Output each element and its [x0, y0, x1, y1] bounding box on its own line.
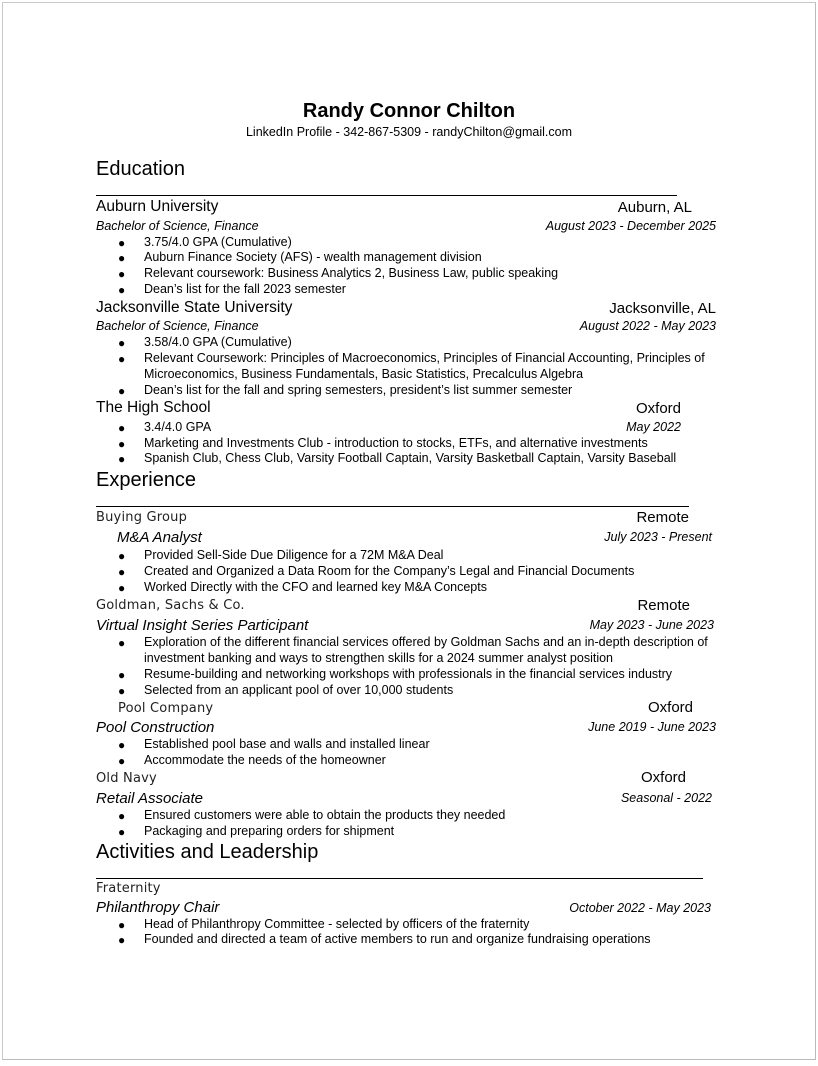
- pool-location: Oxford: [647, 699, 693, 716]
- bullet-icon: ●: [118, 421, 126, 435]
- list-item: Packaging and preparing orders for shipment: [144, 824, 395, 838]
- buying-dates: July 2023 - Present: [604, 530, 712, 544]
- education-divider: [96, 195, 677, 196]
- list-item: Exploration of the different financial services offered by Goldman Sachs and an in-depth description of: [144, 635, 708, 649]
- buying-role: M&A Analyst: [117, 529, 202, 546]
- bullet-icon: ●: [118, 283, 126, 297]
- list-item: Created and Organized a Data Room for the Company’s Legal and Financial Documents: [144, 564, 635, 578]
- resume-name: Randy Connor Chilton: [302, 100, 516, 122]
- list-item: 3.75/4.0 GPA (Cumulative): [144, 235, 292, 249]
- bullet-icon: ●: [118, 668, 126, 682]
- experience-divider: [96, 506, 689, 507]
- activities-heading: Activities and Leadership: [96, 841, 319, 863]
- list-item: Head of Philanthropy Committee - selected by officers of the fraternity: [144, 917, 530, 931]
- bullet-icon: ●: [118, 636, 126, 650]
- pool-role: Pool Construction: [96, 719, 215, 736]
- bullet-icon: ●: [118, 684, 126, 698]
- jsu-dates: August 2022 - May 2023: [579, 319, 716, 333]
- list-item: Provided Sell-Side Due Diligence for a 72M M&A Deal: [144, 548, 444, 562]
- fraternity-org: Fraternity: [96, 881, 161, 896]
- goldman-role: Virtual Insight Series Participant: [96, 617, 309, 634]
- auburn-dates: August 2023 - December 2025: [545, 219, 716, 233]
- list-item: Ensured customers were able to obtain the products they needed: [144, 808, 506, 822]
- bullet-icon: ●: [118, 236, 126, 250]
- bullet-icon: ●: [118, 437, 126, 451]
- list-item: 3.58/4.0 GPA (Cumulative): [144, 335, 292, 349]
- bullet-icon: ●: [118, 565, 126, 579]
- fraternity-role: Philanthropy Chair: [96, 899, 220, 916]
- goldman-dates: May 2023 - June 2023: [589, 618, 714, 632]
- list-item: Relevant Coursework: Principles of Macroeconomics, Principles of Financial Accounting, Principles of: [144, 351, 705, 365]
- oldnavy-org: Old Navy: [96, 771, 157, 786]
- bullet-icon: ●: [118, 581, 126, 595]
- list-item: Auburn Finance Society (AFS) - wealth management division: [144, 250, 482, 264]
- auburn-school: Auburn University: [96, 198, 219, 215]
- buying-location: Remote: [636, 509, 689, 526]
- list-item: Dean’s list for the fall 2023 semester: [144, 282, 346, 296]
- bullet-icon: ●: [118, 738, 126, 752]
- auburn-location: Auburn, AL: [617, 199, 692, 216]
- list-item: Relevant coursework: Business Analytics 2, Business Law, public speaking: [144, 266, 559, 280]
- contact-line: LinkedIn Profile - 342-867-5309 - randyChilton@gmail.com: [245, 125, 573, 139]
- bullet-icon: ●: [118, 825, 126, 839]
- list-item: Established pool base and walls and installed linear: [144, 737, 430, 751]
- bullet-icon: ●: [118, 384, 126, 398]
- bullet-icon: ●: [118, 933, 126, 947]
- bullet-icon: ●: [118, 754, 126, 768]
- bullet-icon: ●: [118, 918, 126, 932]
- list-item-continuation: Microeconomics, Business Fundamentals, Basic Statistics, Precalculus Algebra: [144, 367, 584, 381]
- bullet-icon: ●: [118, 251, 126, 265]
- activities-divider: [96, 878, 703, 879]
- bullet-icon: ●: [118, 352, 126, 366]
- bullet-icon: ●: [118, 809, 126, 823]
- list-item: Spanish Club, Chess Club, Varsity Football Captain, Varsity Basketball Captain, Varsity Baseball: [144, 451, 677, 465]
- list-item: 3.4/4.0 GPA: [144, 420, 212, 434]
- bullet-icon: ●: [118, 452, 126, 466]
- oldnavy-dates: Seasonal - 2022: [620, 791, 712, 805]
- pool-dates: June 2019 - June 2023: [588, 720, 716, 734]
- list-item: Accommodate the needs of the homeowner: [144, 753, 386, 767]
- list-item: Selected from an applicant pool of over 10,000 students: [144, 683, 454, 697]
- oldnavy-role: Retail Associate: [96, 790, 203, 807]
- oldnavy-location: Oxford: [640, 769, 686, 786]
- hs-school: The High School: [96, 399, 211, 416]
- jsu-degree: Bachelor of Science, Finance: [96, 319, 259, 333]
- jsu-location: Jacksonville, AL: [609, 300, 716, 317]
- jsu-school: Jacksonville State University: [96, 299, 293, 316]
- list-item: Resume-building and networking workshops with professionals in the financial services industry: [144, 667, 673, 681]
- list-item-continuation: investment banking and ways to strengthen skills for a 2024 summer analyst position: [144, 651, 613, 665]
- pool-org: Pool Company: [118, 701, 214, 716]
- list-item: Dean’s list for the fall and spring semesters, president’s list summer semester: [144, 383, 573, 397]
- bullet-icon: ●: [118, 267, 126, 281]
- hs-location: Oxford: [635, 400, 681, 417]
- experience-heading: Experience: [96, 469, 197, 491]
- fraternity-dates: October 2022 - May 2023: [569, 901, 711, 915]
- list-item: Worked Directly with the CFO and learned key M&A Concepts: [144, 580, 487, 594]
- buying-org: Buying Group: [96, 510, 188, 525]
- goldman-location: Remote: [637, 597, 690, 614]
- bullet-icon: ●: [118, 336, 126, 350]
- hs-dates: May 2022: [626, 420, 681, 434]
- bullet-icon: ●: [118, 549, 126, 563]
- goldman-org: Goldman, Sachs & Co.: [96, 598, 245, 613]
- list-item: Founded and directed a team of active members to run and organize fundraising operations: [144, 932, 651, 946]
- auburn-degree: Bachelor of Science, Finance: [96, 219, 259, 233]
- education-heading: Education: [96, 158, 185, 180]
- list-item: Marketing and Investments Club - introduction to stocks, ETFs, and alternative investments: [144, 436, 648, 450]
